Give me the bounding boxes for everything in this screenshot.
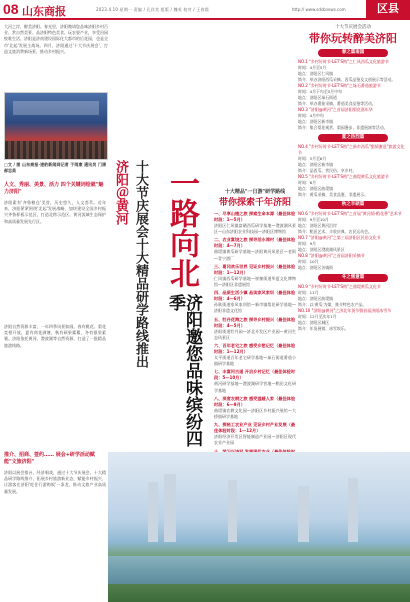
event-detail: 简介：集合梨花观赏、梨园漫步、非遗展演等活动。 — [298, 125, 388, 130]
route-name: 三、葛冈欢乐世界 见证乡村振兴（最佳体验时段：1—12月） — [214, 263, 296, 275]
route-name: 六、百年老宅之旅 感受乡愁记忆（最佳体验时段：1—12月） — [214, 343, 296, 355]
right-column — [298, 24, 408, 450]
cityscape-photo — [108, 452, 410, 602]
event-title: NO.6 "乡村好时节·LET'S购"之首届"黄河情·稻花香"艺术节 — [298, 211, 402, 216]
event-detail: 地点：济阳区城区 — [298, 320, 330, 325]
event-detail: 时间：9月 — [298, 241, 317, 246]
event-detail: 地点：济阳区澄波湖风景区 — [298, 247, 345, 252]
route-item — [214, 343, 296, 367]
newspaper-brand: 山东商报 — [22, 5, 66, 18]
event-detail: 时间：5月至6月 — [298, 156, 327, 161]
route-name: 八、深度农耕之旅 感受温暖人家（最佳体验时段：6—9月） — [214, 395, 296, 407]
route-desc: 黄河研学基地—澄波湖研学营地—稻田文化研学基地 — [214, 381, 296, 393]
route-name: 二、农业富饶之旅 探寻活水湾村（最佳体验时段：4—7月） — [214, 237, 296, 249]
event-detail: 时间：9月至10月 — [298, 217, 329, 222]
event-title: NO.10 "济阳@黄河"之济北年货节暨首届济阳冰雪节 — [298, 308, 392, 313]
route-desc: 曲堤镇黄瓜研学基地—济阳黄河风景区—老街—青宁酒厂 — [214, 249, 296, 261]
hero-red-title: 一路向北 — [164, 168, 199, 288]
body-paragraph-1: 济阳素有'齐鲁粮仓'美誉，历史悠久，人文荟萃。近年来，济阳紧紧围绕'北起'发展战略，加快建设全国乡村振兴齐鲁样板示范区，打造北跨示范区、黄河流域生态保护和高质量发展先行区。 — [4, 200, 106, 224]
hero-vertical-title — [166, 168, 214, 452]
route-desc: 济阳街道牡丹园—济北开发区产业园—黄河生态风景区 — [214, 328, 296, 340]
lake — [108, 556, 410, 584]
building — [148, 482, 158, 542]
event-detail: 时间：6月 — [298, 180, 317, 185]
building — [298, 486, 309, 542]
event-detail: 时间：12月至次年1月 — [298, 314, 337, 319]
event-detail: 简介：品西瓜、赏民俗、享乡村。 — [298, 168, 357, 173]
route-item — [214, 237, 296, 261]
route-name: 七、丰富河古道 开启乡村记忆（最佳体验时段：5—10月） — [214, 369, 296, 381]
stage-screen — [13, 101, 99, 115]
event-detail: 时间：10月 — [298, 259, 319, 264]
vertical-headline-area — [110, 160, 166, 450]
vertical-subtitle-left: 济阳＠黄河 — [113, 160, 128, 225]
event-detail: 时间：4月中旬 — [298, 113, 324, 118]
photo-caption: □文 / 图 山东商报·速豹新闻网记者 于雨康 通讯员 门清 郝忠美 — [4, 162, 106, 174]
route-desc: 济阳区仁风镇富硒西瓜研学基地—澄波湖风景区—山东济阳农业科技园—济阳区博物馆 — [214, 223, 296, 235]
seasons-list — [298, 49, 408, 332]
building — [164, 474, 176, 542]
route-item — [214, 211, 296, 235]
event-detail: 地点：济阳区黄河沿岸 — [298, 223, 337, 228]
body-paragraph-3: 济阳以展会搭台、经济唱戏，通过十大节庆展会、十大精品研学路线推介，拓展乡村旅游新业态，赋能乡村振兴，让游客在济阳'吃住行游购娱'一条龙，推动文旅产业高质量发展。 — [4, 470, 106, 494]
building — [228, 480, 237, 542]
body-paragraph-2: 济阳自然资源丰富，一年四季风景如画。春有桃花、梨花竞相开放，夏有荷花满塘，秋有硕果累累，冬有银装素裹。济阳依托黄河、澄波湖等自然资源，打造了一批精品旅游线路。 — [4, 324, 106, 348]
season-pill: 秋之丰硕篇 — [318, 201, 388, 209]
routes-title: 带你探索千年济阳 — [218, 198, 291, 208]
hero-black-title: 济阳邀您品味缤纷四季 — [165, 294, 202, 447]
event-title: NO.3 "济阳@黄河"之首届济阳梨花嘉年华 — [298, 107, 373, 112]
route-item — [214, 422, 296, 446]
route-desc: 仁风镇西瓜研学基地—崔寨街道华夏文化博物馆—济阳区非遗展馆 — [214, 275, 296, 288]
event-title: NO.8 "济阳@黄河"之首届济阳采摘节 — [298, 253, 365, 258]
event-detail: 地点：济阳区曲堤镇 — [298, 296, 334, 301]
routes-kicker: 十大精品"一日游"研学路线 — [224, 189, 286, 195]
event-detail: 地点：济阳区各镇街 — [298, 265, 334, 270]
event-detail: 简介：举办番茄采摘、番茄美食品鉴等活动。 — [298, 101, 376, 106]
season-pill: 冬之惬意篇 — [318, 274, 388, 282]
event-detail: 时间：4月下旬至5月中旬 — [298, 89, 342, 94]
events-kicker: 十大节庆展会活动 — [335, 25, 371, 30]
event-detail: 简介：举办济阳西瓜采摘、西瓜品鉴及文创展示等活动。 — [298, 77, 396, 82]
building — [348, 478, 358, 542]
route-item — [214, 290, 296, 314]
event-title: NO.1 "乡村好时节·LET'S购"之仁风西瓜文化旅游节 — [298, 59, 389, 64]
event-detail: 时间：4月至5月 — [298, 65, 327, 70]
route-name: 九、探秘工农业产业 见证乡村产业发展（最佳体验时段：1—12月） — [214, 422, 296, 434]
event-title: NO.4 "乡村好时节·LET'S购"之新市西瓜"甜情蜜意"旅游文化节 — [298, 144, 405, 155]
event-photo — [4, 92, 108, 160]
event-detail: 时间：11月 — [298, 290, 319, 295]
season-pill: 春之篇南国 — [318, 49, 388, 57]
section-heading: 人文、秀丽、美景、活力 四个关键词绘就"魅力济阳" — [4, 182, 104, 195]
event-detail: 简介：年货展销、冰雪娱乐。 — [298, 326, 349, 331]
edition-meta: 2023.4.10 星期一 责编 / 孔祥宾 组版 / 魏英 校对 / 王春霞 — [96, 7, 209, 12]
section-tag: 区县 — [366, 0, 410, 18]
route-desc: 孙耿街道家风家训馆—新市镇梨花研学基地—济阳非遗文化馆 — [214, 302, 296, 314]
route-desc: 太平街道百年老宅研学基地—垛石街道番茄小镇研学基地 — [214, 355, 296, 367]
events-title: 带你玩转醉美济阳 — [309, 32, 397, 45]
route-desc: 曲堤镇农耕文化园—济阳区乡村振兴展馆—大桥镇研学基地 — [214, 407, 296, 420]
vertical-subtitle-right: 十大节庆展会十大精品研学路线推出 — [133, 160, 148, 368]
event-detail: 地点：济阳区垛石街道 — [298, 95, 337, 100]
event-title: NO.5 "乡村好时节·LET'S购"之曲堤黄瓜文化旅游节 — [298, 174, 389, 179]
study-routes — [214, 188, 296, 450]
left-column — [4, 24, 108, 598]
event-detail: 地点：济阳区仁风镇 — [298, 71, 334, 76]
page-number: 08 — [3, 1, 19, 17]
route-item — [214, 264, 296, 288]
route-name: 一、尽享山楂之旅 探索生命本源（最佳体验时段：1—5月） — [214, 211, 296, 222]
route-item — [214, 317, 296, 341]
event-detail: 地点：济阳区新市镇 — [298, 119, 334, 124]
route-name: 四、品质生活小镇 品读家风家训（最佳体验时段：4—6月） — [214, 290, 296, 302]
event-detail: 简介：黄瓜采摘、美食品鉴、非遗展示。 — [298, 192, 369, 197]
section-heading-2: 推介、招商、签约…… 展会+研学活动赋能"文旅济阳" — [4, 452, 95, 465]
event-detail: 简介：稻田艺术、丰收庆典、农民运动会。 — [298, 229, 372, 234]
event-detail: 地点：济阳区新市镇 — [298, 162, 334, 167]
event-detail: 简介：以'黄瓜'为媒，推介特色农产品。 — [298, 302, 367, 307]
route-name: 五、牡丹花海之旅 探寻乡村振兴（最佳体验时段：4—5月） — [214, 316, 296, 328]
header-rule — [0, 18, 410, 20]
intro-text: 大河之岸，醉美济阳。春光里，济阳邀请您品味济阳乡村百业、赏自然美景、品济阳特色美食、玩农耍产业，享受田园牧歌生活。济阳是济南建设国际化大都市的后花园，也是全市'北起'发展主战场。四月，济阳通过'十大节庆展会'，打造文旅消费新场景，推动乡村振兴。 — [4, 24, 108, 54]
event-title: NO.7 "济阳@黄河"之第三届济阳区民俗文化节 — [298, 235, 381, 240]
season-pill: 夏之热烈篇 — [318, 134, 388, 142]
event-title: NO.9 "乡村好时节·LET'S购"之曲堤黄瓜文化节 — [298, 284, 381, 289]
site-url: http:// www.sdsbnews.com — [292, 7, 346, 12]
route-item — [214, 396, 296, 420]
audience — [5, 141, 107, 159]
routes-list — [214, 211, 296, 473]
event-detail: 地点：济阳区曲堤镇 — [298, 186, 334, 191]
event-title: NO.2 "乡村好时节·LET'S购"之垛石番茄旅游节 — [298, 83, 381, 88]
route-item — [214, 369, 296, 393]
page-header — [0, 0, 410, 18]
route-desc: 济阳经济开发区智能制造产业园—济阳区现代农业产业园 — [214, 434, 296, 446]
